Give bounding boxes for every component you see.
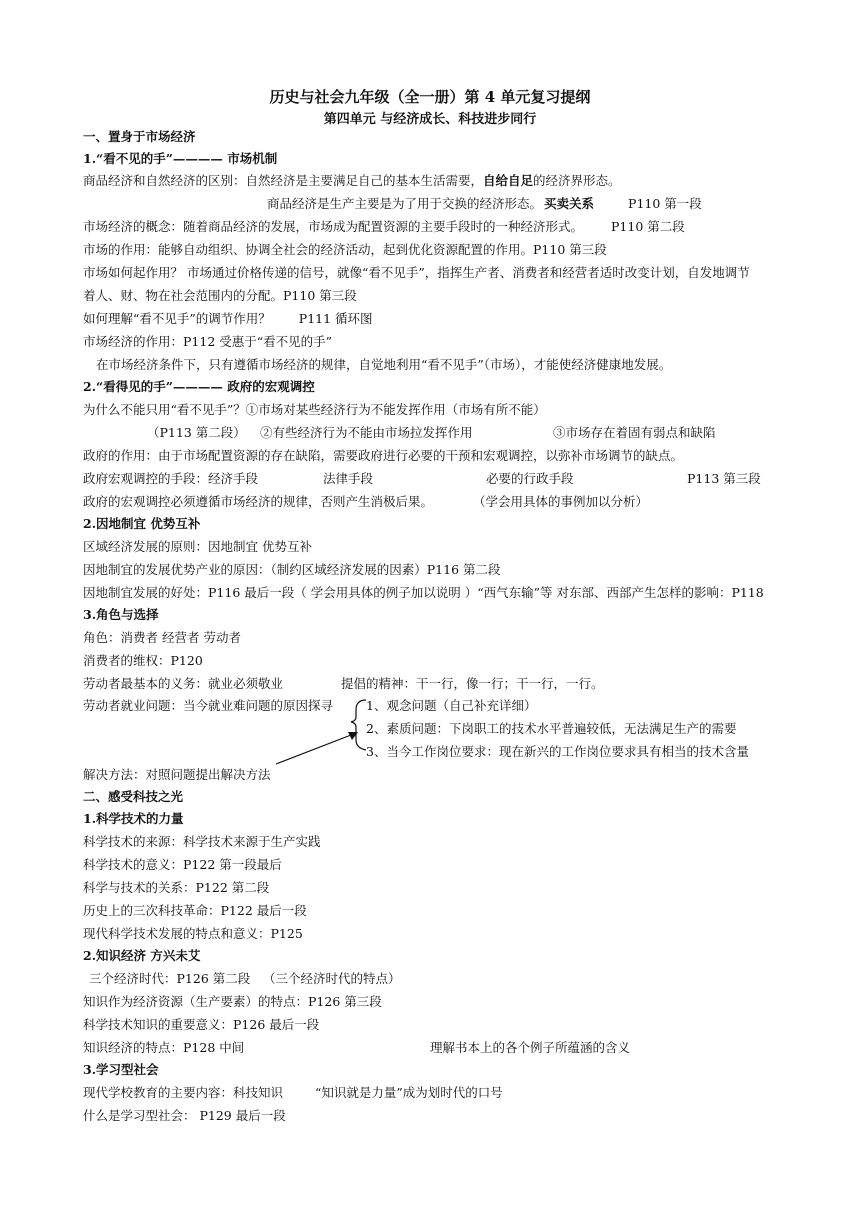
text-line: 现代学校教育的主要内容：科技知识 bbox=[83, 1085, 284, 1100]
page-subtitle: 第四单元 与经济成长、科技进步同行 bbox=[323, 112, 537, 127]
section-2-heading: 二、感受科技之光 bbox=[83, 789, 184, 804]
subheading-knowledge-economy: 2.知识经济 方兴未艾 bbox=[83, 948, 201, 963]
page-title: 历史与社会九年级（全一册）第 4 单元复习提纲 bbox=[269, 88, 591, 106]
text-line: 政府宏观调控的手段：经济手段 bbox=[83, 471, 259, 486]
text-line: 市场如何起作用？ 市场通过价格传递的信号，就像“看不见手”，指挥生产者、消费者和经营者适时改变计划，自发地调节 bbox=[83, 265, 750, 280]
section-1-heading: 一、置身于市场经济 bbox=[83, 129, 196, 144]
text-line: 如何理解“看不见手”的调节作用？ P111 循环图 bbox=[83, 311, 373, 326]
text-line: 科学与技术的关系：P122 第二段 bbox=[83, 880, 270, 895]
text-line: 什么是学习型社会： P129 最后一段 bbox=[83, 1108, 286, 1123]
text-line: 知识经济的特点：P128 中间 bbox=[83, 1040, 245, 1055]
text-line: 提倡的精神：干一行，像一行；干一行，一行。 bbox=[341, 676, 604, 691]
text-line: ②有些经济行为不能由市场拉发挥作用 bbox=[260, 425, 473, 440]
text-line: 因地制宜的发展优势产业的原因：（制约区域经济发展的因素）P116 第二段 bbox=[83, 562, 501, 577]
subheading-visible-hand: 2.“看得见的手”———— 政府的宏观调控 bbox=[83, 379, 315, 394]
text-line: 市场经济的作用：P112 受惠于“看不见的手” bbox=[83, 334, 333, 349]
text-line: 区域经济发展的原则：因地制宜 优势互补 bbox=[83, 539, 312, 554]
text-line: （P113 第二段） bbox=[147, 425, 246, 440]
text-line: 政府的宏观调控必须遵循市场经济的规律，否则产生消极后果。 bbox=[83, 494, 434, 509]
text-line: （学会用具体的事例加以分析） bbox=[473, 494, 649, 509]
subheading-invisible-hand: 1.“看不见的手”———— 市场机制 bbox=[83, 151, 278, 166]
text-line: 科学技术知识的重要意义：P126 最后一段 bbox=[83, 1017, 320, 1032]
text-line: 市场的作用：能够自动组织、协调全社会的经济活动，起到优化资源配置的作用。P110 第三段 bbox=[83, 242, 607, 257]
text-line: 市场经济的概念：随着商品经济的发展，市场成为配置资源的主要手段时的一种经济形式。 P110 第二段 bbox=[83, 219, 685, 234]
reason-item: 2、素质问题：下岗职工的技术水平普遍较低，无法满足生产的需要 bbox=[366, 721, 737, 736]
text-line: 历史上的三次科技革命：P122 最后一段 bbox=[83, 903, 307, 918]
text-line: 科学技术的意义：P122 第一段最后 bbox=[83, 857, 282, 872]
text-line: P113 第三段 bbox=[687, 471, 761, 486]
text-line: 必要的行政手段 bbox=[486, 471, 574, 486]
text-line: 现代科学技术发展的特点和意义：P125 bbox=[83, 926, 303, 941]
text-line: 商品经济和自然经济的区别：自然经济是主要满足自己的基本生活需要，自给自足的经济界形态。 bbox=[83, 173, 621, 188]
reason-item: 1、观念问题（自己补充详细） bbox=[366, 698, 537, 713]
text-line: 三个经济时代：P126 第二段 bbox=[89, 971, 251, 986]
text-line: 因地制宜发展的好处：P116 最后一段（ 学会用具体的例子加以说明 ）“西气东输”等 对东部、西部产生怎样的影响：P118 bbox=[83, 585, 764, 600]
brace bbox=[351, 700, 366, 750]
text-line: 理解书本上的各个例子所蕴涵的含义 bbox=[430, 1040, 631, 1055]
text-line: 角色：消费者 经营者 劳动者 bbox=[83, 630, 241, 645]
text-line: “知识就是力量”成为划时代的口号 bbox=[315, 1085, 503, 1100]
text-line: 劳动者就业问题：当今就业难问题的原因探寻 bbox=[83, 698, 334, 713]
text-line: 为什么不能只用“看不见手”？①市场对某些经济行为不能发挥作用（市场有所不能） bbox=[83, 402, 546, 417]
text-line: （三个经济时代的特点） bbox=[263, 971, 401, 986]
subheading-science-power: 1.科学技术的力量 bbox=[83, 811, 184, 826]
text-line: 在市场经济条件下，只有遵循市场经济的规律，自觉地利用“看不见手”（市场），才能使经济健康地发展。 bbox=[96, 357, 672, 372]
text-line: 劳动者最基本的义务：就业必须敬业 bbox=[83, 676, 284, 691]
text-line: 法律手段 bbox=[323, 471, 374, 486]
subheading-learning-society: 3.学习型社会 bbox=[83, 1062, 159, 1077]
text-line: 消费者的维权：P120 bbox=[83, 653, 203, 668]
arrow-line bbox=[276, 735, 351, 764]
text-line: 着人、财、物在社会范围内的分配。P110 第三段 bbox=[83, 288, 357, 303]
text-line: ③市场存在着固有弱点和缺陷 bbox=[553, 425, 716, 440]
text-line: 知识作为经济资源（生产要素）的特点：P126 第三段 bbox=[83, 994, 382, 1009]
subheading-regional: 2.因地制宜 优势互补 bbox=[83, 516, 201, 531]
text-line: 政府的作用：由于市场配置资源的存在缺陷，需要政府进行必要的干预和宏观调控，以弥补市场调节的缺点。 bbox=[83, 448, 684, 463]
text-line: 科学技术的来源：科学技术来源于生产实践 bbox=[83, 834, 321, 849]
text-line: 解决方法：对照问题提出解决方法 bbox=[83, 767, 271, 782]
subheading-roles: 3.角色与选择 bbox=[83, 607, 159, 622]
text-line: 商品经济是生产主要是为了用于交换的经济形态。 买卖关系 P110 第一段 bbox=[267, 196, 702, 211]
reason-item: 3、当今工作岗位要求：现在新兴的工作岗位要求具有相当的技术含量 bbox=[366, 744, 749, 759]
